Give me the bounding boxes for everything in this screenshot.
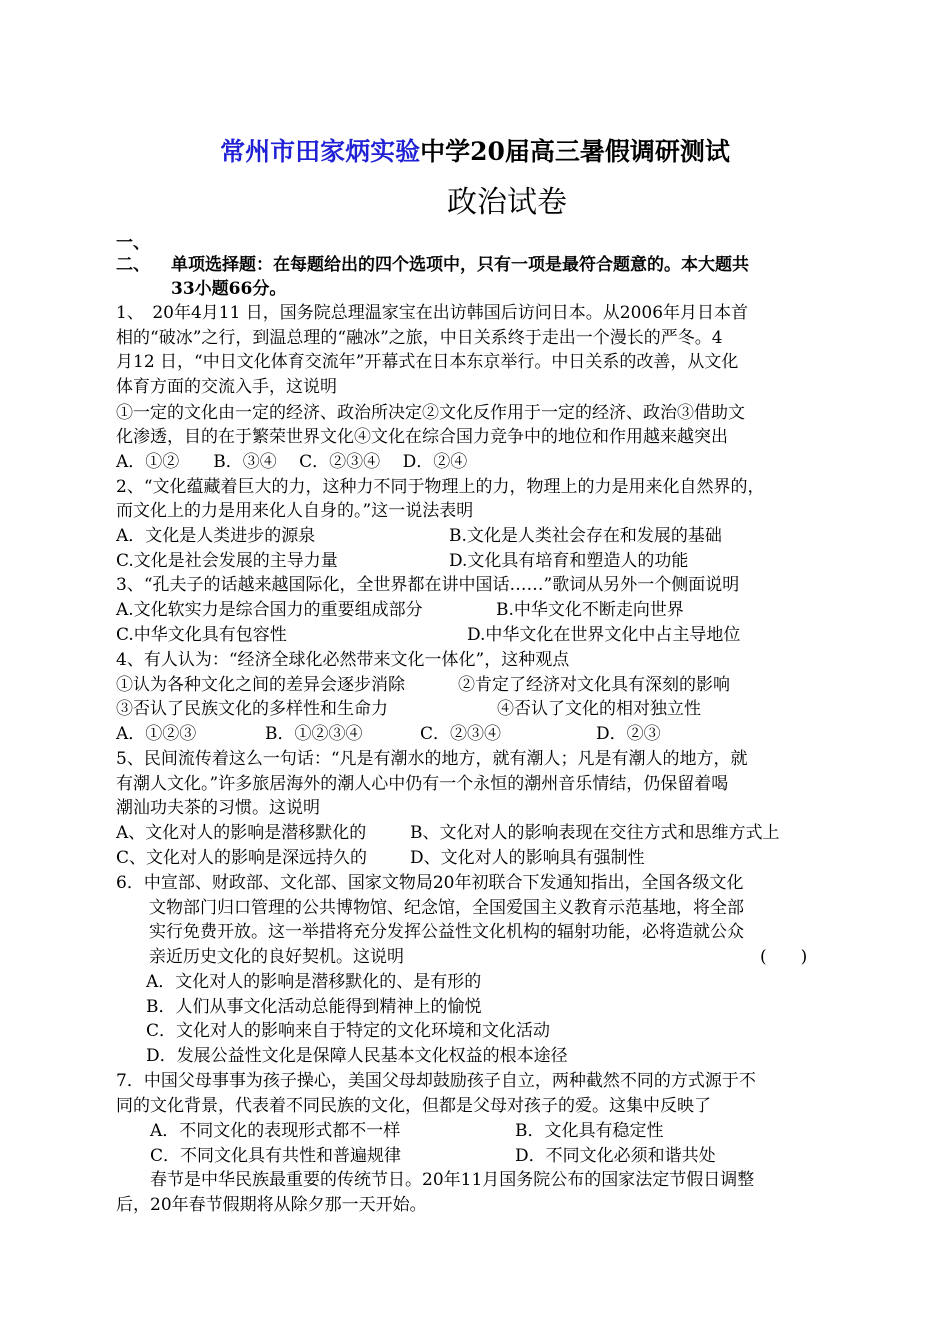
q2-line2: 而文化上的力是用来化人自身的。”这一说法表明: [116, 501, 474, 521]
passage-line2: 后，20年春节假期将从除夕那一天开始。: [116, 1195, 427, 1215]
q6-option-c: C．文化对人的影响来自于特定的文化环境和文化活动: [146, 1021, 551, 1041]
q6-line2: 文物部门归口管理的公共博物馆、纪念馆，全国爱国主义教育示范基地，将全部: [149, 898, 744, 918]
q5-option-b: B、文化对人的影响表现在交往方式和思维方式上: [410, 823, 780, 843]
q7-line2: 同的文化背景，代表着不同民族的文化，但都是父母对孩子的爱。这集中反映了: [116, 1096, 711, 1116]
q4-statement-4: ④否认了文化的相对独立性: [497, 699, 701, 719]
q3-option-a: A.文化软实力是综合国力的重要组成部分: [116, 600, 423, 620]
q5-option-d: D、文化对人的影响具有强制性: [410, 848, 645, 868]
q5-line2: 有潮人文化。”许多旅居海外的潮人心中仍有一个永恒的潮州音乐情结，仍保留着喝: [116, 774, 729, 794]
q1-line2: 相的“破冰”之行，到温总理的“融冰”之旅，中日关系终于走出一个漫长的严冬。4: [116, 328, 723, 348]
q7-line1: 7．中国父母事事为孩子操心，美国父母却鼓励孩子自立，两种截然不同的方式源于不: [116, 1071, 756, 1091]
q4-statement-3: ③否认了民族文化的多样性和生命力: [116, 699, 388, 719]
q1-statements-line1: ①一定的文化由一定的经济、政治所决定②文化反作用于一定的经济、政治③借助文: [116, 403, 745, 423]
q2-option-d: D.文化具有培育和塑造人的功能: [449, 551, 689, 571]
q6-line1: 6．中宣部、财政部、文化部、国家文物局20年初联合下发通知指出，全国各级文化: [116, 873, 744, 893]
q3-option-c: C.中华文化具有包容性: [116, 625, 287, 645]
q1-line1: 1、 20年4月11 日，国务院总理温家宝在出访韩国后访问日本。从2006年月日本首: [116, 303, 749, 323]
q5-line3: 潮汕功夫茶的习惯。这说明: [116, 798, 320, 818]
q7-option-d: D．不同文化必须和谐共处: [515, 1146, 716, 1166]
exam-title: [0, 136, 950, 168]
section-number-2: 二、: [116, 255, 150, 275]
q1-options: A．①② B．③④ C．②③④ D．②④: [116, 452, 468, 472]
exam-subtitle: 政治试卷: [447, 185, 567, 220]
q6-answer-paren: ( ): [760, 947, 808, 967]
q3-option-b: B.中华文化不断走向世界: [496, 600, 684, 620]
title-school-name: 常州市田家炳实验: [220, 137, 421, 166]
section-number-1: 一、: [116, 233, 150, 253]
q3-stem: 3、“孔夫子的话越来越国际化，全世界都在讲中国话……”歌词从另外一个侧面说明: [116, 575, 740, 595]
q4-option-b: B．①②③④: [265, 724, 363, 744]
q7-option-c: C．不同文化具有共性和普遍规律: [150, 1146, 402, 1166]
q4-statement-2: ②肯定了经济对文化具有深刻的影响: [458, 675, 730, 695]
q2-option-a: A．文化是人类进步的源泉: [116, 526, 316, 546]
q4-option-d: D．②③: [596, 724, 661, 744]
q7-option-b: B．文化具有稳定性: [515, 1121, 664, 1141]
q7-option-a: A．不同文化的表现形式都不一样: [150, 1121, 401, 1141]
title-exam-name: 中学20届高三暑假调研测试: [420, 137, 730, 166]
q6-option-a: A．文化对人的影响是潜移默化的、是有形的: [146, 972, 482, 992]
q4-option-c: C．②③④: [420, 724, 502, 744]
section-instruction-line2: 33小题66分。: [171, 279, 287, 299]
q6-option-b: B．人们从事文化活动总能得到精神上的愉悦: [146, 997, 482, 1017]
q6-option-d: D．发展公益性文化是保障人民基本文化权益的根本途径: [146, 1046, 568, 1066]
q5-line1: 5、民间流传着这么一句话：“凡是有潮水的地方，就有潮人；凡是有潮人的地方，就: [116, 749, 748, 769]
q4-stem: 4、有人认为：“经济全球化必然带来文化一体化”，这种观点: [116, 650, 570, 670]
q1-line3: 月12 日，“中日文化体育交流年”开幕式在日本东京举行。中日关系的改善，从文化: [116, 352, 739, 372]
q4-option-a: A．①②③: [116, 724, 197, 744]
q6-line4: 亲近历史文化的良好契机。这说明: [149, 947, 404, 967]
q1-line4: 体育方面的交流入手，这说明: [116, 377, 337, 397]
q2-option-b: B.文化是人类社会存在和发展的基础: [449, 526, 722, 546]
q2-option-c: C.文化是社会发展的主导力量: [116, 551, 338, 571]
passage-line1: 春节是中华民族最重要的传统节日。20年11月国务院公布的国家法定节假日调整: [150, 1170, 755, 1190]
q5-option-a: A、文化对人的影响是潜移默化的: [116, 823, 367, 843]
section-instruction-line1: 单项选择题：在每题给出的四个选项中，只有一项是最符合题意的。本大题共: [171, 255, 749, 275]
q3-option-d: D.中华文化在世界文化中占主导地位: [467, 625, 741, 645]
q5-option-c: C、文化对人的影响是深远持久的: [116, 848, 368, 868]
q1-statements-line2: 化渗透，目的在于繁荣世界文化④文化在综合国力竞争中的地位和作用越来越突出: [116, 427, 728, 447]
q2-line1: 2、“文化蕴藏着巨大的力，这种力不同于物理上的力，物理上的力是用来化自然界的，: [116, 477, 765, 497]
q6-line3: 实行免费开放。这一举措将充分发挥公益性文化机构的辐射功能，必将造就公众: [149, 922, 744, 942]
q4-statement-1: ①认为各种文化之间的差异会逐步消除: [116, 675, 405, 695]
